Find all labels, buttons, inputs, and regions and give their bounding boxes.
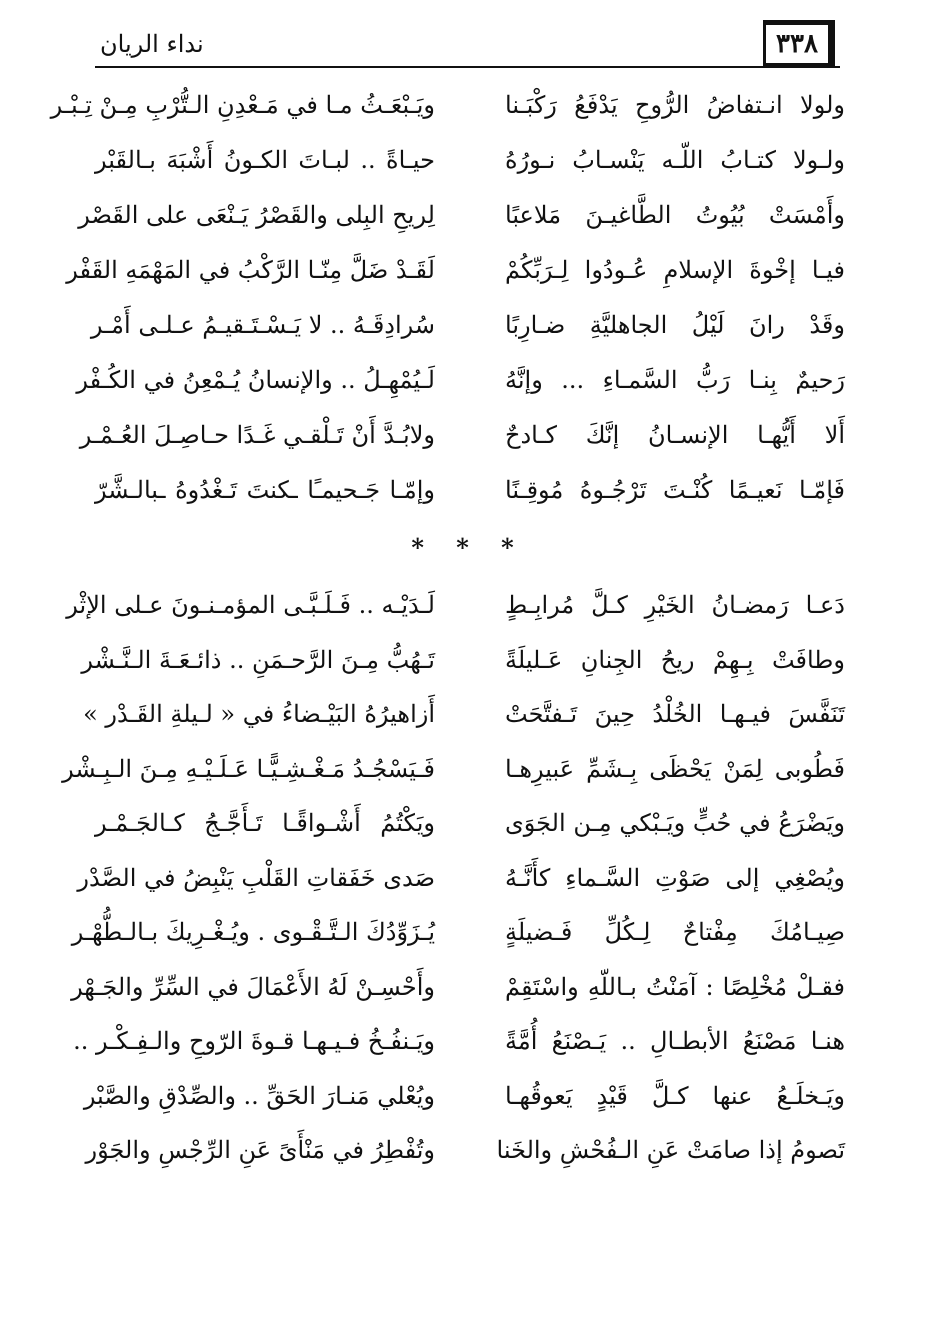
second-hemistich: تَـهُبُّ مِـنَ الرَّحـمَنِ .. ذائـعَـةَ الـنَّـشْر <box>81 645 435 674</box>
verse-line <box>83 694 845 749</box>
verse-line <box>50 85 845 140</box>
first-hemistich: صِيـامُكَ مِفْتاحٌ لِـكُلِّ فَـضيلَةٍ <box>505 918 845 946</box>
second-hemistich: لِريحِ البِلى والقَصْرُ يَـنْعَى على القَصْر <box>78 201 435 229</box>
first-hemistich: ويَضْرَعُ في حُبٍّ ويَـبْكي مِـن الجَوَى <box>505 809 845 837</box>
verse-line <box>95 803 845 858</box>
verse-line <box>71 912 845 967</box>
verse-line <box>78 195 845 250</box>
second-hemistich: سُرادِقَـهُ .. لا يَـسْـتَـقيـمُ عـلـى أَمْـر <box>90 311 435 339</box>
first-hemistich: وقَدْ رانَ لَيْلُ الجاهليَّةِ ضـارِبًا <box>505 311 845 339</box>
first-hemistich: أَلا أَيُّهـا الإنسـانُ إنَّكَ كـادحٌ <box>505 421 845 449</box>
page-number: ٣٣٨ <box>763 20 835 66</box>
first-hemistich: ولولا انـتفاضُ الرُّوحِ يَدْفَعُ رَكْبَـنا <box>505 91 845 119</box>
second-hemistich: ولابُـدَّ أَنْ تَـلْقـي غَـدًا حـاصِـلَ العُـمْـر <box>79 421 435 449</box>
verse-line <box>85 1130 845 1185</box>
second-hemistich: ويَـبْعَـثُ مـا في مَـعْدِنِ الـتُّرْبِ مِـنْ تِـبْـر <box>50 91 435 119</box>
second-hemistich: أَزاهيرُهُ البَيْـضاءُ في « لـيلةِ القَـدْر » <box>83 700 435 728</box>
second-hemistich: يُـزَوِّدُكَ الـتَّـقْـوى . ويُـغْـرِيكَ بـالـطُّهْـر <box>71 918 435 946</box>
second-hemistich: وأَحْسِـنْ لَهُ الأَعْمَالَ في السِّرِّ والجَـهْر <box>71 972 435 1001</box>
first-hemistich: رَحيمٌ بِنـا رَبُّ السَّمـاءِ ... وإنَّهُ <box>505 366 845 394</box>
second-hemistich: حيـاةً .. لبـاتَ الكـونُ أَشْبَهَ بـالقَبْر <box>95 146 435 174</box>
verse-line <box>71 967 845 1022</box>
second-hemistich: فَـيَسْجُـدُ مَـغْـشِـيًّـا عَـلَـيْـهِ مِـنَ الـبِـشْر <box>62 754 435 783</box>
first-hemistich: ويَـخلَـعُ عنها كـلَّ قَيْدٍ يَعوقُهـا <box>505 1081 845 1110</box>
verse-line <box>81 640 845 695</box>
poem-part-2 <box>62 585 845 1185</box>
first-hemistich: وأَمْسَتْ بُيُوتُ الطَّاغيـنَ مَلاعبًا <box>505 201 845 229</box>
header-divider <box>95 66 840 68</box>
second-hemistich: ويَـنفُـخُ فـيـهـا قـوةَ الرّوحِ والـفِـكْـر .. <box>73 1027 435 1055</box>
verse-line <box>90 305 845 360</box>
first-hemistich: ولـولا كتـابُ اللّـه يَنْسـابُ نـورُهُ <box>505 146 845 174</box>
second-hemistich: ويُعْلي مَنـارَ الحَقِّ .. والصِّدْقِ والصَّبْر <box>83 1081 435 1110</box>
second-hemistich: ويَكْتُمُ أَشْـواقًـا تَـأَجَّـجُ كـالجَـمْـر <box>95 809 435 837</box>
running-title: نداء الريان <box>100 30 204 58</box>
verse-line <box>73 1021 845 1076</box>
first-hemistich: فقـلْ مُخْلِصًا : آمَنْتُ بـاللّهِ واسْتَقِمْ <box>505 972 845 1001</box>
verse-line <box>66 585 845 640</box>
verse-line <box>83 1076 845 1131</box>
verse-line <box>62 749 845 804</box>
first-hemistich: فيـا إخْوةَ الإسلامِ عُـودُوا لِـرَبِّكُمْ <box>505 256 845 284</box>
second-hemistich: صَدى خَفَقاتِ القَلْبِ يَنْبِضُ في الصَّدْر <box>77 863 435 892</box>
verse-line <box>95 140 845 195</box>
verse-line <box>79 415 845 470</box>
first-hemistich: فَطُوبى لِمَنْ يَحْظَى بِـشَمِّ عَبيرِهـا <box>505 754 845 783</box>
first-hemistich: ويُصْغِي إلى صَوْتِ السَّـماءِ كأَنَّـهُ <box>505 863 845 892</box>
second-hemistich: وتُفْطِرُ في مَنْأَىً عَنِ الرِّجْسِ والجَوْر <box>85 1136 435 1164</box>
first-hemistich: هنـا مَصْنَعُ الأبطـالِ .. يَـصْنَعُ أُمَّةً <box>505 1027 845 1055</box>
verse-line <box>77 858 845 913</box>
section-separator: * * * <box>411 533 526 562</box>
page-header <box>95 20 835 68</box>
first-hemistich: تَصومُ إذا صامَتْ عَنِ الـفُحْشِ والخَنا <box>496 1136 845 1164</box>
verse-line <box>66 250 845 305</box>
second-hemistich: وإمّـا جَـحيمـًا ـكنتَ تَـغْدُوهُ ـبالـشَّرّ <box>95 476 435 504</box>
first-hemistich: فَإمّـا نَعيـمًا كُنْـتَ تَرْجُـوهُ مُوقِـنًا <box>505 476 845 504</box>
first-hemistich: وطافَتْ بِـهِمْ ريحُ الجِنانِ عَـليلَةً <box>505 645 845 674</box>
verse-line <box>95 470 845 525</box>
second-hemistich: لَـيُمْهِـلُ .. والإنسانُ يُـمْعِنُ في الكُـفْر <box>76 366 435 394</box>
second-hemistich: لَقَـدْ ضَلَّ مِنّـا الرَّكْبُ في المَهْمَهِ القَفْر <box>66 256 435 284</box>
first-hemistich: تَنَفَّسَ فيـهـا الخُلْدُ حِينَ تَـفتَّحَتْ <box>505 700 845 728</box>
poem-part-1 <box>50 85 845 525</box>
first-hemistich: دَعـا رَمضـانُ الخَيْرِ كـلَّ مُرابِـطٍ <box>505 591 845 619</box>
second-hemistich: لَـدَيْـه .. فَـلَـبَّـى المؤمـنـونَ عـلى الإثْر <box>66 591 435 619</box>
verse-line <box>76 360 845 415</box>
